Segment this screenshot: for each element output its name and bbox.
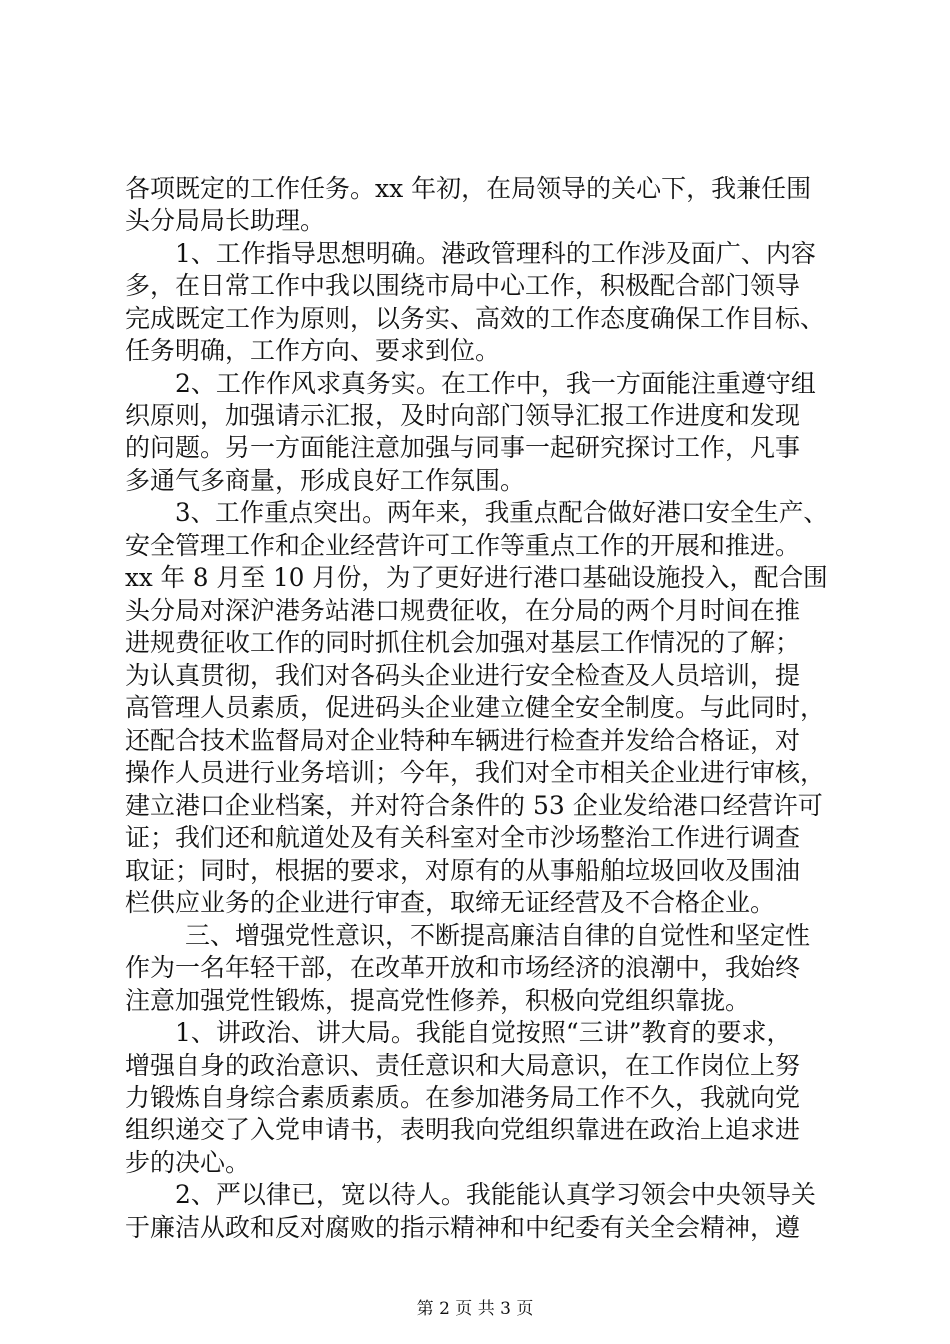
text-line: 织原则，加强请示汇报，及时向部门领导汇报工作进度和发现 bbox=[125, 401, 801, 430]
text-line: 力锻炼自身综合素质素质。在参加港务局工作不久，我就向党 bbox=[125, 1083, 801, 1112]
text-line: 头分局局长助理。 bbox=[125, 206, 326, 235]
text-line: 1、讲政治、讲大局。我能自觉按照“三讲”教育的要求， bbox=[175, 1018, 792, 1047]
text-line: 组织递交了入党申请书，表明我向党组织靠进在政治上追求进 bbox=[125, 1115, 801, 1144]
text-line: 头分局对深沪港务站港口规费征收，在分局的两个月时间在推 bbox=[125, 596, 801, 625]
text-line: 2、工作作风求真务实。在工作中，我一方面能注重遵守组 bbox=[175, 369, 816, 398]
text-line: 取证；同时，根据的要求，对原有的从事船舶垃圾回收及围油 bbox=[125, 856, 801, 885]
text-line: 2、严以律已，宽以待人。我能能认真学习领会中央领导关 bbox=[175, 1180, 816, 1209]
text-line: 建立港口企业档案，并对符合条件的 53 企业发给港口经营许可 bbox=[125, 791, 823, 820]
text-line: 操作人员进行业务培训；今年，我们对全市相关企业进行审核， bbox=[125, 758, 826, 787]
section-heading: 三、增强党性意识，不断提高廉洁自律的自觉性和坚定性 bbox=[185, 921, 811, 950]
text-line: 证；我们还和航道处及有关科室对全市沙场整治工作进行调查 bbox=[125, 823, 801, 852]
text-line: 安全管理工作和企业经营许可工作等重点工作的开展和推进。 bbox=[125, 531, 801, 560]
text-line: 完成既定工作为原则，以务实、高效的工作态度确保工作目标、 bbox=[125, 304, 826, 333]
page-number-footer: 第 2 页 共 3 页 bbox=[416, 1299, 534, 1319]
text-line: 1、工作指导思想明确。港政管理科的工作涉及面广、内容 bbox=[175, 239, 816, 268]
text-line: 任务明确，工作方向、要求到位。 bbox=[125, 336, 501, 365]
text-line: 进规费征收工作的同时抓住机会加强对基层工作情况的了解； bbox=[125, 628, 801, 657]
text-line: 多通气多商量，形成良好工作氛围。 bbox=[125, 466, 526, 495]
text-line: 栏供应业务的企业进行审查，取缔无证经营及不合格企业。 bbox=[125, 888, 776, 917]
text-line: 多，在日常工作中我以围绕市局中心工作，积极配合部门领导 bbox=[125, 271, 801, 300]
text-line: 的问题。另一方面能注意加强与同事一起研究探讨工作，凡事 bbox=[125, 433, 801, 462]
text-line: 3、工作重点突出。两年来，我重点配合做好港口安全生产、 bbox=[175, 498, 828, 527]
text-line: 增强自身的政治意识、责任意识和大局意识，在工作岗位上努 bbox=[125, 1051, 801, 1080]
text-line: 高管理人员素质，促进码头企业建立健全安全制度。与此同时， bbox=[125, 693, 826, 722]
text-line: 各项既定的工作任务。xx 年初，在局领导的关心下，我兼任围 bbox=[125, 174, 812, 203]
text-line: 作为一名年轻干部，在改革开放和市场经济的浪潮中，我始终 bbox=[125, 953, 801, 982]
text-line: 注意加强党性锻炼，提高党性修养，积极向党组织靠拢。 bbox=[125, 986, 751, 1015]
text-line: 为认真贯彻，我们对各码头企业进行安全检查及人员培训，提 bbox=[125, 661, 801, 690]
text-line: 还配合技术监督局对企业特种车辆进行检查并发给合格证，对 bbox=[125, 726, 801, 755]
text-line: xx 年 8 月至 10 月份，为了更好进行港口基础设施投入，配合围 bbox=[125, 563, 828, 592]
text-line: 步的决心。 bbox=[125, 1148, 251, 1177]
text-line: 于廉洁从政和反对腐败的指示精神和中纪委有关全会精神，遵 bbox=[125, 1213, 801, 1242]
